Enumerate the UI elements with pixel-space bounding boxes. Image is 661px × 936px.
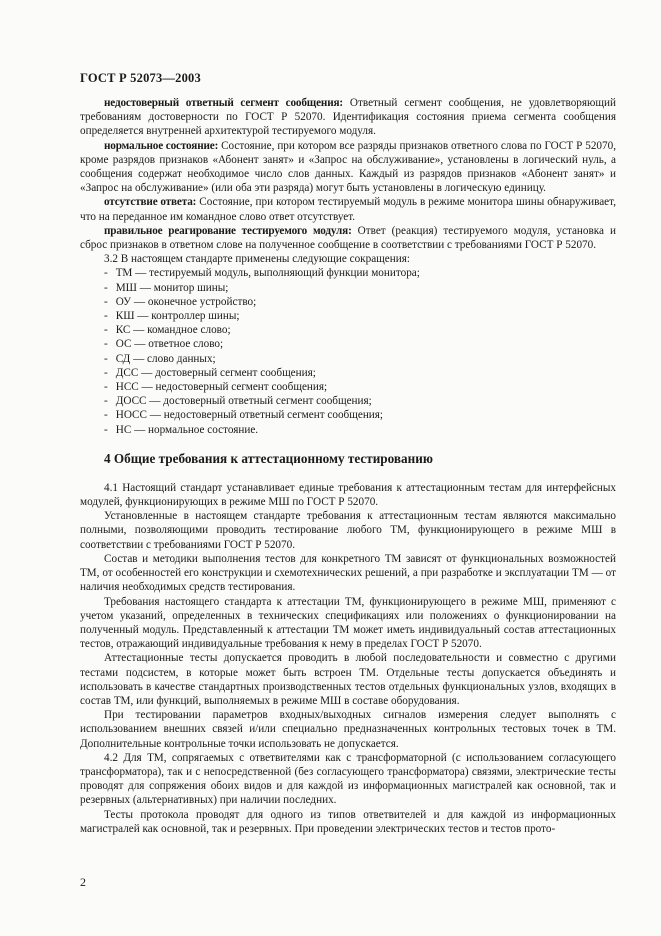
page-number: 2: [80, 875, 86, 889]
definition-text: Ответный сегмент сообщения, не удовлетворяющий требованиям достоверности по ГОСТ Р 52070. Идентификация состояния приема сегмента сообщения определяется внутренней архитектурой тестируемого модуля.: [80, 97, 616, 138]
abbreviation-text: ОС — ответное слово;: [115, 338, 224, 351]
definition-paragraph: [80, 139, 616, 196]
abbreviation-text: ОУ — оконечное устройство;: [115, 295, 257, 308]
definition-text: Состояние, при котором тестируемый модуль в режиме монитора шины обнаруживает, что на переданное им командное слово ответ отсутствует.: [80, 196, 616, 223]
abbreviation-text: ДСС — достоверный сегмент сообщения;: [115, 366, 316, 379]
definition-term: отсутствие ответа:: [104, 196, 197, 209]
abbreviations-intro: 3.2 В настоящем стандарте применены следующие сокращения:: [104, 253, 410, 266]
definition-term: правильное реагирование тестируемого модуля:: [104, 224, 352, 237]
abbreviation-text: КШ — контроллер шины;: [115, 310, 240, 323]
list-item: - НСС — недостоверный сегмент сообщения;: [104, 381, 328, 394]
definition-term: недостоверный ответный сегмент сообщения:: [104, 97, 343, 109]
section-paragraph: При тестировании параметров входных/выходных сигналов измерения следует выполнять с использованием внешних связей и/или специально предназначенных контрольных тестовых точек в ТМ. Дополнительные контрольные точки использовать не допускается.: [80, 709, 616, 750]
section-paragraph: Требования настоящего стандарта к аттестации ТМ, функционирующего в режиме МШ, применяют с учетом указаний, определенных в технических спецификациях или положениях о функционировании на полученный модуль. Представленный к аттестации ТМ может иметь индивидуальный состав аттестационных тестов, отражающий индивидуальные требования к нему в пределах ГОСТ Р 52070.: [80, 595, 616, 651]
list-item: - ДСС — достоверный сегмент сообщения;: [104, 366, 316, 379]
list-item: - ТМ — тестируемый модуль, выполняющий функции монитора;: [104, 267, 420, 280]
abbreviation-text: НОСС — недостоверный ответный сегмент сообщения;: [115, 409, 384, 422]
abbreviation-text: ТМ — тестируемый модуль, выполняющий функции монитора;: [115, 267, 420, 280]
section-paragraph: Установленные в настоящем стандарте требования к аттестационным тестам являются максимально полными, позволяющими проводить тестирование любого ТМ, функционирующего в режиме МШ в соответствии с требованиями ГОСТ Р 52070.: [80, 510, 616, 551]
abbreviation-text: КС — командное слово;: [115, 324, 231, 337]
list-item: - МШ — монитор шины;: [104, 281, 229, 294]
section-paragraph: 4.1 Настоящий стандарт устанавливает единые требования к аттестационным тестам для интерфейсных модулей, функционирующих в режиме МШ по ГОСТ Р 52070.: [80, 481, 616, 509]
list-item: - ОС — ответное слово;: [104, 338, 224, 351]
section-paragraph: 4.2 Для ТМ, сопрягаемых с ответвителями как с трансформаторной (с использованием согласующего трансформатора), так и с непосредственной (без согласующего трансформатора) связями, электрические тесты проводят для сопряжения обоих видов и для каждой из информационных магистралей как основной, так и резервных (альтернативных) при наличии последних.: [80, 751, 616, 807]
definition-paragraph: [80, 224, 616, 252]
definition-paragraph: [80, 195, 616, 223]
list-item: - СД — слово данных;: [104, 352, 216, 365]
list-item: - НОСС — недостоверный ответный сегмент сообщения;: [104, 409, 384, 422]
list-item: - КС — командное слово;: [104, 324, 231, 337]
list-item: - КШ — контроллер шины;: [104, 310, 240, 323]
document-header: ГОСТ Р 52073—2003: [80, 71, 201, 85]
list-item: - НС — нормальное состояние.: [104, 423, 259, 436]
abbreviation-text: СД — слово данных;: [115, 352, 216, 365]
abbreviation-text: МШ — монитор шины;: [115, 281, 229, 294]
abbreviation-text: НС — нормальное состояние.: [115, 423, 259, 436]
definition-term: нормальное состояние:: [104, 139, 219, 152]
section-paragraph: Тесты протокола проводят для одного из типов ответвителей и для каждой из информационных магистралей как основной, так и резервных. При проведении электрических тестов и тестов прото-: [80, 808, 616, 835]
section-paragraph: Аттестационные тесты допускается проводить в любой последовательности и совместно с другими тестами подсистем, в которые может быть встроен ТМ. Отдельные тесты допускается объединять и использовать в качестве стандартных производственных тестов отдельных функциональных узлов, входящих в состав ТМ, или функций, выполняемых в режиме МШ в составе оборудования.: [80, 652, 616, 707]
abbreviation-text: НСС — недостоверный сегмент сообщения;: [115, 381, 328, 394]
section-heading: 4 Общие требования к аттестационному тестированию: [104, 450, 433, 466]
abbreviations-list: [80, 266, 616, 436]
list-item: - ОУ — оконечное устройство;: [104, 295, 257, 308]
section-paragraph: Состав и методики выполнения тестов для конкретного ТМ зависят от функциональных возможностей ТМ, от особенностей его конструкции и схемотехнических решений, а при разработке и эксплуатации ТМ — от наличия необходимых средств тестирования.: [80, 552, 616, 594]
list-item: - ДОСС — достоверный ответный сегмент сообщения;: [104, 395, 372, 408]
document-body: [80, 96, 616, 836]
definition-text: Ответ (реакция) тестируемого модуля, установка и сброс признаков в ответном слове на полученное сообщение в соответствии с требованиями ГОСТ Р 52070.: [80, 224, 616, 252]
abbreviation-text: ДОСС — достоверный ответный сегмент сообщения;: [115, 395, 372, 408]
definition-text: Состояние, при котором все разряды признаков ответного слова по ГОСТ Р 52070, кроме разрядов признаков «Абонент занят» и «Запрос на обслуживание», установлены в логический нуль, а сообщения содержат необходимое число слов данных. Каждый из разрядов признаков «Абонент занят» и «Запрос на обслуживание» (или оба эти разряда) могут быть установлены в логическую единицу.: [80, 139, 617, 195]
definition-paragraph: [80, 96, 616, 139]
